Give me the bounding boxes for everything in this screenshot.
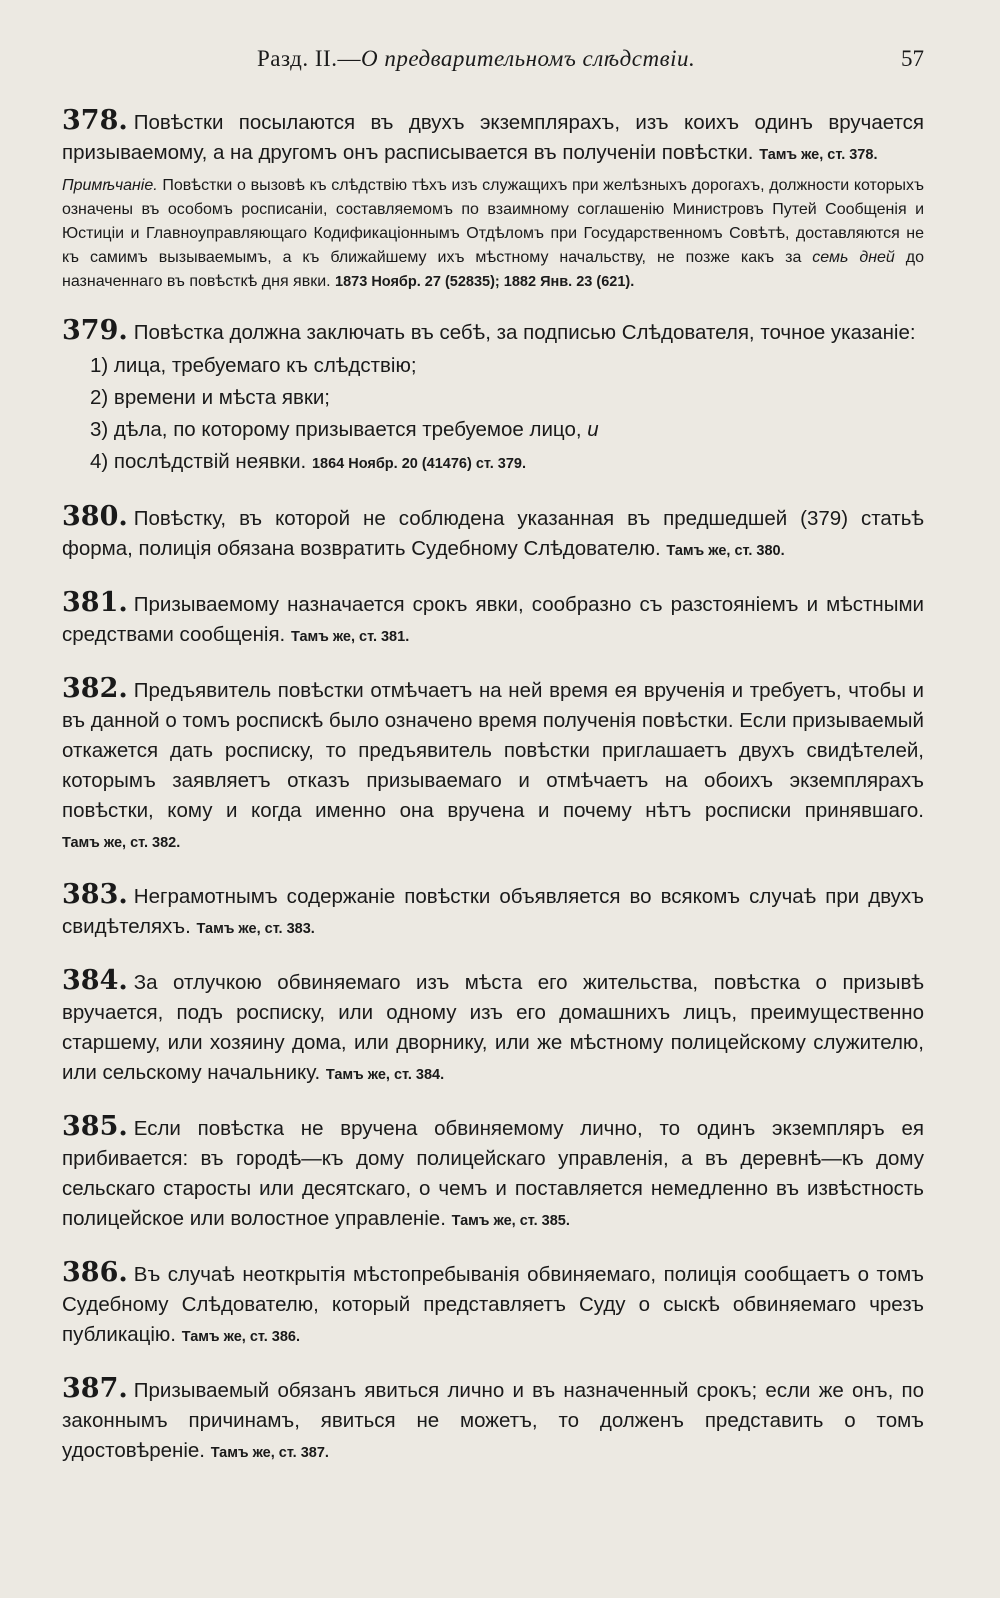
article-text: Призываемому назначается срокъ явки, сообразно съ разстояніемъ и мѣстными средствами сообщенія.: [62, 593, 924, 646]
article-text: Предъявитель повѣстки отмѣчаетъ на ней время ея врученія и требуетъ, чтобы и въ данной о томъ роспискѣ было означено время полученія повѣстки. Если призываемый откажется дать росписку, то предъявитель повѣстки приглашаетъ двухъ свидѣтелей, которымъ заявляетъ отказъ призываемаго и отмѣчаетъ на обоихъ экземплярахъ повѣстки, кому и когда именно она вручена и почему нѣтъ росписки принявшаго.: [62, 679, 924, 822]
note-emphasis: семь дней: [812, 249, 895, 266]
article-382: [62, 674, 924, 858]
note-text: Повѣстки о вызовѣ къ слѣдствію тѣхъ изъ служащихъ при желѣзныхъ дорогахъ, должности которыхъ означены въ особомъ росписаніи, составляемомъ по взаимному соглашенію Министровъ Путей Сообщенія и Юстиціи и Главноуправляющаго Кодификаціоннымъ Отдѣломъ при Государственномъ Совѣтѣ, доставляются не къ самимъ вызываемымъ, а къ ближайшему ихъ мѣстному начальству, не позже какъ за: [62, 177, 924, 266]
list-item: [90, 414, 924, 446]
article-text: Повѣстку, въ которой не соблюдена указанная въ предшедшей (379) статьѣ форма, полиція обязана возвратить Судебному Слѣдователю.: [62, 507, 924, 560]
article-number: 381.: [62, 587, 128, 618]
article-number: 384.: [62, 965, 128, 996]
list-item: 1) лица, требуемаго къ слѣдствію;: [90, 354, 417, 377]
article-385: [62, 1112, 924, 1236]
article-reference: Тамъ же, ст. 387.: [210, 1445, 329, 1461]
article-text: Призываемый обязанъ явиться лично и въ назначенный срокъ; если же онъ, по законнымъ причинамъ, явиться не можетъ, то долженъ представить о томъ удостовѣреніе.: [62, 1379, 924, 1462]
article-387: [62, 1374, 924, 1468]
article-reference: 1864 Ноябр. 20 (41476) ст. 379.: [311, 456, 527, 472]
section-label: Разд. II.—: [257, 46, 361, 71]
section-name: О предварительномъ слѣдствіи.: [360, 46, 696, 71]
list-item-text: 3) дѣла, по которому призывается требуемое лицо,: [90, 418, 582, 441]
article-384: [62, 966, 924, 1090]
article-number: 378.: [62, 105, 128, 136]
list-item-conjunction: и: [587, 418, 599, 441]
article-text: Въ случаѣ неоткрытія мѣстопребыванія обвиняемаго, полиція сообщаетъ о томъ Судебному Слѣдователю, который представляетъ Суду о сыскѣ обвиняемаго чрезъ публикацію.: [62, 1263, 924, 1346]
note-label: Примѣчаніе.: [62, 177, 158, 194]
list-item-text: 4) послѣдствій неявки.: [90, 450, 307, 473]
article-number: 385.: [62, 1111, 128, 1142]
article-number: 379.: [62, 315, 128, 346]
section-title: [257, 46, 695, 72]
article-reference: Тамъ же, ст. 383.: [196, 921, 315, 937]
article-380: [62, 502, 924, 566]
article-text: За отлучкою обвиняемаго изъ мѣста его жительства, повѣстка о призывѣ вручается, подъ росписку, или одному изъ его домашнихъ лицъ, преимущественно старшему, или хозяину дома, или дворнику, или же мѣстному полицейскому служителю, или сельскому начальнику.: [62, 971, 924, 1084]
article-reference: Тамъ же, ст. 385.: [451, 1213, 570, 1229]
running-header: [62, 40, 924, 80]
list-item: 2) времени и мѣста явки;: [90, 386, 330, 409]
article-reference: Тамъ же, ст. 378.: [759, 147, 878, 163]
article-text: Повѣстка должна заключать въ себѣ, за подписью Слѣдователя, точное указаніе:: [133, 321, 916, 344]
page-number: 57: [901, 46, 924, 71]
list-item: [90, 446, 924, 480]
note-reference: 1873 Ноябр. 27 (52835); 1882 Янв. 23 (621).: [335, 274, 635, 290]
article-note: [62, 174, 924, 294]
article-381: [62, 588, 924, 652]
article-number: 383.: [62, 879, 128, 910]
article-reference: Тамъ же, ст. 384.: [325, 1067, 445, 1083]
article-number: 386.: [62, 1257, 128, 1288]
article-reference: Тамъ же, ст. 380.: [666, 543, 785, 559]
article-text: Неграмотнымъ содержаніе повѣстки объявляется во всякомъ случаѣ при двухъ свидѣтеляхъ.: [62, 885, 924, 938]
article-list: [90, 350, 924, 480]
article-number: 380.: [62, 501, 128, 532]
article-text: Если повѣстка не вручена обвиняемому лично, то одинъ экземпляръ ея прибивается: въ городѣ—къ дому полицейскаго управленія, а въ деревнѣ—къ дому сельскаго старосты или десятскаго, о чемъ и поставляется немедленно въ извѣстность полицейское или волостное управленіе.: [62, 1117, 924, 1230]
article-386: [62, 1258, 924, 1352]
article-number: 387.: [62, 1373, 128, 1404]
article-383: [62, 880, 924, 944]
article-reference: Тамъ же, ст. 382.: [62, 835, 181, 851]
article-379: [62, 316, 924, 480]
article-reference: Тамъ же, ст. 381.: [290, 629, 410, 645]
article-reference: Тамъ же, ст. 386.: [181, 1329, 300, 1345]
article-text: Повѣстки посылаются въ двухъ экземплярахъ, изъ коихъ одинъ вручается призываемому, а на другомъ онъ расписывается въ полученіи повѣстки.: [62, 111, 924, 164]
article-378: [62, 106, 924, 170]
article-number: 382.: [62, 673, 128, 704]
note-text-end: до назначеннаго въ повѣсткѣ дня явки.: [62, 249, 924, 290]
